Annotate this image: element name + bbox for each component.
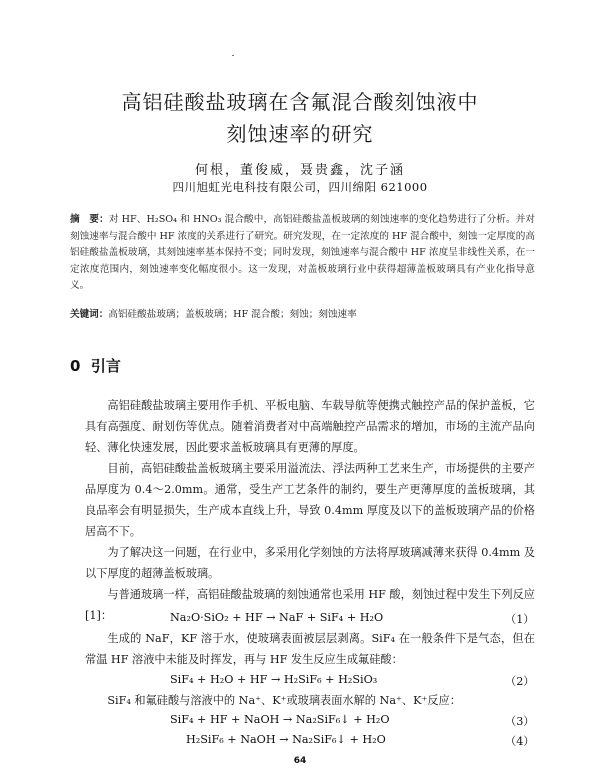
section-number: 0: [70, 357, 81, 375]
equation-2: SiF₄ + H₂O + HF → H₂SiF₆ + H₂SiO₃: [170, 673, 378, 686]
equation-4-number: （4）: [505, 735, 535, 748]
section-title: 引言: [90, 357, 121, 375]
keywords-text: 高铝硅酸盐玻璃；盖板玻璃；HF 混合酸；刻蚀；刻蚀速率: [108, 309, 357, 320]
paragraph-3: 为了解决这一问题，在行业中，多采用化学刻蚀的方法将厚玻璃减薄来获得 0.4mm 及以下厚度的超薄盖板玻璃。: [85, 546, 535, 580]
equation-2-number: （2）: [505, 675, 535, 688]
abstract-text: 对 HF、H₂SO₄ 和 HNO₃ 混合酸中，高铝硅酸盐盖板玻璃的刻蚀速率的变化趋势进行了分析。并对刻蚀速率与混合酸中 HF 浓度的关系进行了研究。研究发现，在一定浓度的 HF 混合酸中，刻蚀一定厚度的高铝硅酸盐盖板玻璃，其刻蚀速率基本保持不变；同时发现，刻蚀速率与混合酸中 HF 浓度呈非线性关系，在一定浓度范围内，刻蚀速率变化幅度很小。这一发现，对盖板玻璃行业中获得超薄盖板玻璃具有产业化指导意义。: [70, 214, 535, 291]
paragraph-6: SiF₄ 和氟硅酸与溶液中的 Na⁺、K⁺或玻璃表面水解的 Na⁺、K⁺反应：: [107, 694, 461, 707]
equation-4: H₂SiF₆ + NaOH → Na₂SiF₆↓ + H₂O: [186, 733, 386, 746]
authors: 何根，董俊威，聂贵鑫，沈子涵: [194, 163, 405, 178]
paragraph-1: 高铝硅酸盐玻璃主要用作手机、平板电脑、车载导航等便携式触控产品的保护盖板，它具有高强度、耐划伤等优点。随着消费者对中高端触控产品需求的增加，市场的主流产品向轻、薄化快速发展，因此要求盖板玻璃具有更薄的厚度。: [85, 399, 535, 454]
affiliation: 四川旭虹光电科技有限公司，四川绵阳 621000: [172, 180, 428, 194]
page-number: 64: [293, 756, 307, 766]
paragraph-4: 与普通玻璃一样，高铝硅酸盐玻璃的刻蚀通常也采用 HF 酸，刻蚀过程中发生下列反应[1]：: [85, 588, 535, 622]
equation-1-number: （1）: [505, 613, 535, 626]
equation-3-number: （3）: [505, 715, 535, 728]
paragraph-5: 生成的 NaF，KF 溶于水，使玻璃表面被层层剥离。SiF₄ 在一般条件下是气态，但在常温 HF 溶液中未能及时挥发，再与 HF 发生反应生成氟硅酸：: [85, 632, 535, 666]
scan-speck: [232, 55, 234, 56]
paper-title-line-2: 刻蚀速率的研究: [226, 122, 374, 146]
abstract: [70, 212, 535, 295]
keywords: [70, 306, 535, 320]
section-heading: [70, 355, 121, 376]
equation-1: Na₂O·SiO₂ + HF → NaF + SiF₄ + H₂O: [170, 611, 384, 624]
paragraph-2: 目前，高铝硅酸盐盖板玻璃主要采用溢流法、浮法两种工艺来生产，市场提供的主要产品厚度为 0.4～2.0mm。通常，受生产工艺条件的制约，要生产更薄厚度的盖板玻璃，其良品率会有明显损失，生产成本直线上升，导致 0.4mm 厚度及以下的盖板玻璃产品的价格居高不下。: [85, 462, 535, 538]
equation-3: SiF₄ + HF + NaOH → Na₂SiF₆↓ + H₂O: [170, 713, 390, 726]
abstract-label: 摘 要：: [70, 214, 109, 225]
paper-title-line-1: 高铝硅酸盐玻璃在含氟混合酸刻蚀液中: [121, 90, 479, 114]
keywords-label: 关键词：: [70, 309, 109, 320]
